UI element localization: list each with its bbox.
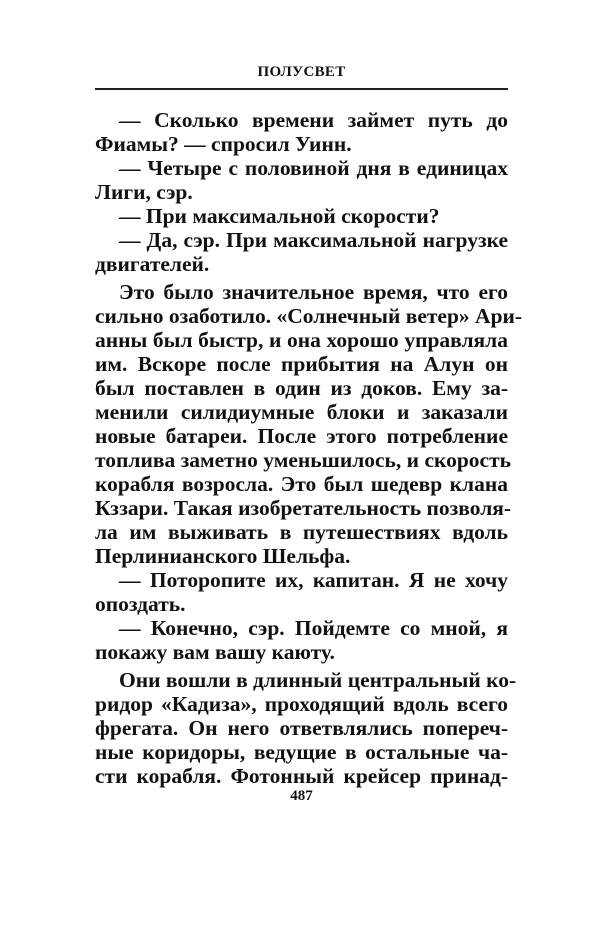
text-line: — Сколько времени займет путь до bbox=[119, 108, 508, 132]
text-line: топлива заметно уменьшилось, и скорость bbox=[95, 448, 512, 472]
text-line: Перлинианского Шельфа. bbox=[95, 544, 351, 568]
text-line: им. Вскоре после прибытия на Алун он bbox=[95, 352, 508, 376]
paragraph bbox=[95, 668, 517, 788]
text-line: Лиги, сэр. bbox=[95, 180, 193, 204]
text-line: двигателей. bbox=[95, 252, 210, 276]
text-line: — Поторопите их, капитан. Я не хочу bbox=[119, 568, 508, 592]
text-line: ные коридоры, ведущие в остальные ча- bbox=[95, 740, 508, 764]
text-line: — Конечно, сэр. Пойдемте со мной, я bbox=[119, 616, 508, 640]
text-line: фрегата. Он него ответвлялись попереч- bbox=[95, 716, 508, 740]
text-line: сти корабля. Фотонный крейсер принад- bbox=[95, 764, 508, 788]
text-line: — Четыре с половиной дня в единицах bbox=[119, 156, 508, 180]
paragraph bbox=[95, 568, 508, 616]
text-line: новые батареи. После этого потребление bbox=[95, 424, 508, 448]
text-line: — Да, сэр. При максимальной нагрузке bbox=[119, 228, 508, 252]
text-line: анны был быстр, и она хорошо управляла bbox=[95, 328, 508, 352]
text-line: Фиамы? — спросил Уинн. bbox=[95, 132, 352, 156]
text-line: ла им выживать в путешествиях вдоль bbox=[95, 520, 508, 544]
running-head: ПОЛУСВЕТ bbox=[257, 64, 346, 80]
paragraph bbox=[95, 156, 508, 204]
text-line: ридор «Кадиза», проходящий вдоль всего bbox=[95, 692, 508, 716]
text-line: опоздать. bbox=[95, 592, 186, 616]
text-line: сильно озаботило. «Солнечный ветер» Ари- bbox=[95, 304, 523, 328]
header-rule bbox=[95, 88, 508, 90]
text-line: Кззари. Такая изобретательность позволя- bbox=[95, 496, 512, 520]
paragraph bbox=[95, 204, 508, 228]
body-text bbox=[95, 108, 523, 788]
page-number: 487 bbox=[290, 788, 313, 804]
text-line: корабля возросла. Это был шедевр клана bbox=[95, 472, 508, 496]
text-line: Это было значительное время, что его bbox=[119, 280, 508, 304]
text-line: покажу вам вашу каюту. bbox=[95, 640, 335, 664]
paragraph bbox=[95, 228, 508, 276]
paragraph bbox=[95, 280, 523, 568]
text-line: был поставлен в один из доков. Ему за- bbox=[95, 376, 508, 400]
text-line: — При максимальной скорости? bbox=[119, 204, 440, 228]
paragraph bbox=[95, 108, 508, 156]
text-line: менили силидиумные блоки и заказали bbox=[95, 400, 508, 424]
text-line: Они вошли в длинный центральный ко- bbox=[119, 668, 517, 692]
paragraph bbox=[95, 616, 508, 664]
